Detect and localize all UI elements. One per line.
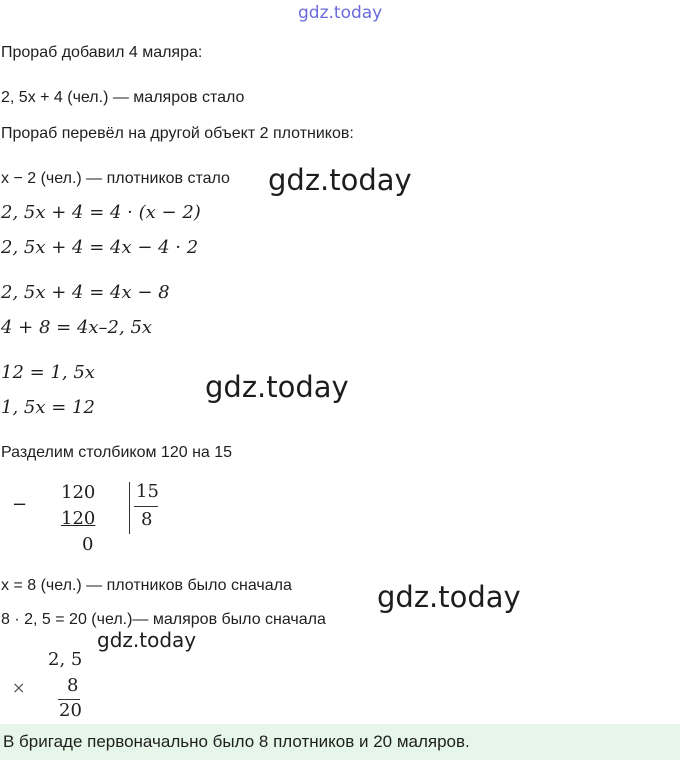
equation: 4 + 8 = 4x–2, 5x bbox=[1, 317, 153, 338]
watermark-top: gdz.today bbox=[298, 3, 383, 23]
step-equation: x = 8 (чел.) — плотников было сначала bbox=[1, 577, 292, 594]
step-equation: 8 · 2, 5 = 20 (чел.)— маляров было сначала bbox=[1, 611, 326, 628]
equation: 12 = 1, 5x bbox=[1, 362, 95, 383]
multiplier: 8 bbox=[67, 675, 79, 696]
times-sign: × bbox=[12, 678, 26, 697]
equation: 2, 5x + 4 = 4x − 4 · 2 bbox=[1, 237, 199, 258]
divisor-underline bbox=[134, 506, 158, 507]
watermark: gdz.today bbox=[205, 370, 349, 404]
step-text: Прораб перевёл на другой объект 2 плотников: bbox=[1, 125, 354, 142]
step-equation: x − 2 (чел.) — плотников стало bbox=[1, 170, 230, 187]
divisor: 15 bbox=[136, 481, 159, 502]
step-text: Прораб добавил 4 маляра: bbox=[1, 44, 203, 61]
equation: 2, 5x + 4 = 4x − 8 bbox=[1, 282, 170, 303]
subtrahend: 120 bbox=[61, 508, 96, 529]
watermark: gdz.today bbox=[377, 580, 521, 614]
product: 20 bbox=[59, 700, 82, 721]
equation: 1, 5x = 12 bbox=[1, 397, 95, 418]
minus-sign: − bbox=[12, 494, 28, 515]
quotient: 8 bbox=[141, 509, 153, 530]
equation: 2, 5x + 4 = 4 · (x − 2) bbox=[1, 202, 201, 223]
multiplicand: 2, 5 bbox=[48, 649, 83, 670]
answer-text: В бригаде первоначально было 8 плотников и 20 маляров. bbox=[3, 732, 470, 751]
step-equation: 2, 5x + 4 (чел.) — маляров стало bbox=[1, 89, 245, 106]
dividend: 120 bbox=[61, 482, 96, 503]
watermark: gdz.today bbox=[97, 628, 197, 652]
watermark: gdz.today bbox=[268, 163, 412, 197]
step-text: Разделим столбиком 120 на 15 bbox=[1, 444, 233, 461]
remainder: 0 bbox=[82, 534, 94, 555]
division-bracket bbox=[129, 482, 130, 534]
